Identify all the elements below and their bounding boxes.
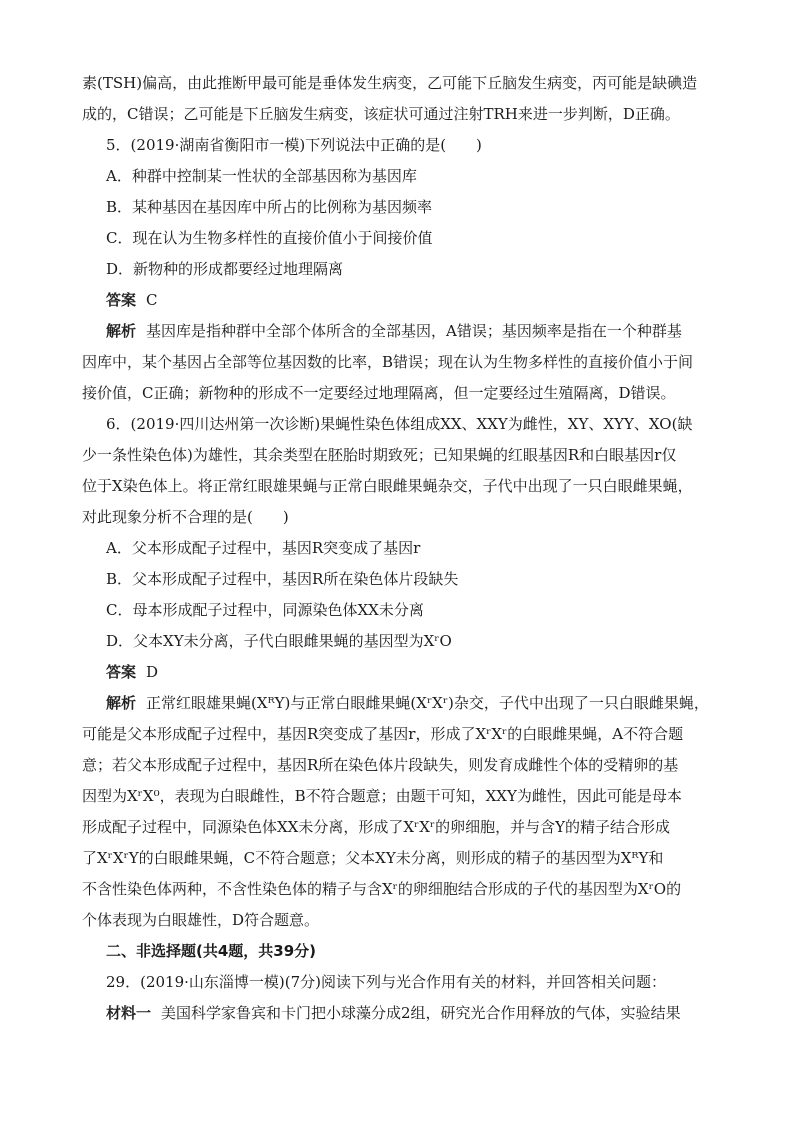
question-5-option-c: C．现在认为生物多样性的直接价值小于间接价值 (106, 229, 433, 247)
question-6-analysis-line-6: 了XʳXʳY的白眼雌果蝇，C不符合题意；父本XY未分离，则形成的精子的基因型为XᴿY和 (82, 849, 664, 867)
question-29-material-1 (82, 998, 730, 1029)
analysis-label: 解析 (106, 694, 137, 712)
question-6-analysis-line-4: 因型为XʳX⁰，表现为白眼雌性，B不符合题意；由题干可知，XXY为雌性，因此可能是母本 (82, 787, 682, 805)
question-6-option-a: A．父本形成配子过程中，基因R突变成了基因r (106, 539, 421, 557)
intro-line-2: 成的，C错误；乙可能是下丘脑发生病变，该症状可通过注射TRH来进一步判断，D正确。 (82, 105, 680, 123)
question-6-option-b: B．父本形成配子过程中，基因R所在染色体片段缺失 (106, 570, 459, 588)
question-6-analysis-line-3: 意；若父本形成配子过程中，基因R所在染色体片段缺失，则发育成雌性个体的受精卵的基 (82, 756, 679, 774)
question-6-answer (82, 657, 730, 688)
question-6-option-c: C．母本形成配子过程中，同源染色体XX未分离 (106, 601, 424, 619)
answer-label: 答案 (106, 291, 137, 309)
analysis-text: 正常红眼雄果蝇(XᴿY)与正常白眼雌果蝇(XʳXʳ)杂交，子代中出现了一只白眼雌果蝇， (146, 694, 709, 712)
question-6-stem-line-3: 位于X染色体上。将正常红眼雄果蝇与正常白眼雌果蝇杂交，子代中出现了一只白眼雌果蝇， (82, 477, 693, 495)
question-6-analysis-line-1 (82, 688, 730, 719)
question-5-answer (82, 285, 730, 316)
answer-value: C (146, 291, 158, 309)
question-6-stem-line-4: 对此现象分析不合理的是( ) (82, 508, 289, 526)
document-page (82, 68, 730, 1029)
question-5-stem: 5．(2019·湖南省衡阳市一模)下列说法中正确的是( ) (106, 136, 482, 154)
section-heading: 二、非选择题(共4题，共39分) (106, 942, 317, 960)
question-5-analysis-line-2: 因库中，某个基因占全部等位基因数的比率，B错误；现在认为生物多样性的直接价值小于间 (82, 353, 694, 371)
analysis-text: 基因库是指种群中全部个体所含的全部基因，A错误；基因频率是指在一个种群基 (146, 322, 682, 340)
question-5-analysis-line-3: 接价值，C正确；新物种的形成不一定要经过地理隔离，但一定要经过生殖隔离，D错误。 (82, 384, 676, 402)
question-6-stem-line-1: 6．(2019·四川达州第一次诊断)果蝇性染色体组成XX、XXY为雌性，XY、XYY、XO(缺 (106, 415, 693, 433)
analysis-label: 解析 (106, 322, 137, 340)
question-29-stem: 29．(2019·山东淄博一模)(7分)阅读下列与光合作用有关的材料，并回答相关问题： (106, 973, 666, 991)
question-6-analysis-line-8: 个体表现为白眼雄性，D符合题意。 (82, 911, 320, 929)
question-5-option-a: A．种群中控制某一性状的全部基因称为基因库 (106, 167, 417, 185)
answer-value: D (146, 663, 159, 681)
intro-line-1: 素(TSH)偏高，由此推断甲最可能是垂体发生病变，乙可能下丘脑发生病变，丙可能是缺碘造 (82, 74, 698, 92)
answer-label: 答案 (106, 663, 137, 681)
material-label: 材料一 (106, 1004, 152, 1022)
question-6-analysis-line-5: 形成配子过程中，同源染色体XX未分离，形成了XʳXʳ的卵细胞，并与含Y的精子结合形成 (82, 818, 671, 836)
question-6-analysis-line-2: 可能是父本形成配子过程中，基因R突变成了基因r，形成了XʳXʳ的白眼雌果蝇，A不符合题 (82, 725, 684, 743)
question-6-option-d: D．父本XY未分离，子代白眼雌果蝇的基因型为XʳO (106, 632, 452, 650)
material-text: 美国科学家鲁宾和卡门把小球藻分成2组，研究光合作用释放的气体，实验结果 (161, 1004, 681, 1022)
question-6-stem-line-2: 少一条性染色体)为雄性，其余类型在胚胎时期致死；已知果蝇的红眼基因R和白眼基因r仅 (82, 446, 677, 464)
question-5-option-b: B．某种基因在基因库中所占的比例称为基因频率 (106, 198, 433, 216)
question-6-analysis-line-7: 不含性染色体两种，不含性染色体的精子与含Xʳ的卵细胞结合形成的子代的基因型为XʳO的 (82, 880, 682, 898)
question-5-option-d: D．新物种的形成都要经过地理隔离 (106, 260, 344, 278)
question-5-analysis-line-1 (82, 316, 730, 347)
